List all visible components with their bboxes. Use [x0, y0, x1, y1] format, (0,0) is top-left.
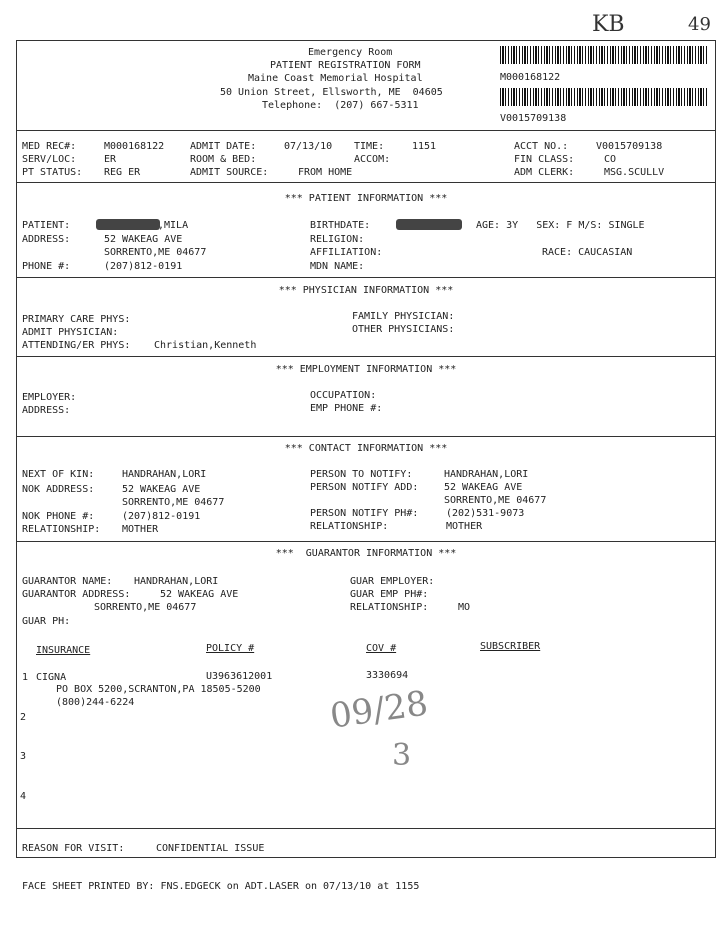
- serv-value: ER: [104, 154, 117, 165]
- occupation-label: OCCUPATION:: [310, 390, 377, 401]
- admit-date-label: ADMIT DATE:: [190, 141, 257, 152]
- insurance-row-1-name: CIGNA: [36, 672, 67, 683]
- nok-label: NEXT OF KIN:: [22, 469, 95, 480]
- nok-relationship-label: RELATIONSHIP:: [22, 524, 101, 535]
- guar-relationship-label: RELATIONSHIP:: [350, 602, 429, 613]
- handwritten-note: 09/28: [327, 683, 431, 737]
- mrn-barcode: [500, 46, 708, 64]
- patient-section-title: *** PATIENT INFORMATION ***: [284, 193, 448, 204]
- acct-label: ACCT NO.:: [514, 141, 569, 152]
- room-label: ROOM & BED:: [190, 154, 257, 165]
- physician-section-title: *** PHYSICIAN INFORMATION ***: [278, 285, 454, 296]
- religion-label: RELIGION:: [310, 234, 365, 245]
- patient-phone: (207)812-0191: [104, 261, 183, 272]
- patient-label: PATIENT:: [22, 220, 71, 231]
- guar-emp-phone-label: GUAR EMP PH#:: [350, 589, 429, 600]
- admit-source-value: FROM HOME: [298, 167, 353, 178]
- employment-section-title: *** EMPLOYMENT INFORMATION ***: [275, 364, 457, 375]
- age-sex: AGE: 3Y SEX: F M/S: SINGLE: [476, 220, 645, 231]
- patient-address-1: 52 WAKEAG AVE: [104, 234, 183, 245]
- insurance-row-1-address: PO BOX 5200,SCRANTON,PA 18505-5200: [56, 684, 261, 695]
- adm-clerk-label: ADM CLERK:: [514, 167, 575, 178]
- reason-value: CONFIDENTIAL ISSUE: [156, 843, 265, 854]
- notify-relationship-label: RELATIONSHIP:: [310, 521, 389, 532]
- serv-label: SERV/LOC:: [22, 154, 77, 165]
- emp-phone-label: EMP PHONE #:: [310, 403, 383, 414]
- race: RACE: CAUCASIAN: [542, 247, 633, 258]
- nok-phone-label: NOK PHONE #:: [22, 511, 95, 522]
- contact-section-title: *** CONTACT INFORMATION ***: [284, 443, 448, 454]
- guarantor-address-2: SORRENTO,ME 04677: [94, 602, 197, 613]
- adm-clerk-value: MSG.SCULLV: [604, 167, 665, 178]
- acct-barcode-text: V0015709138: [500, 113, 567, 124]
- subscriber-col-header: SUBSCRIBER: [480, 641, 541, 652]
- redacted-last-name: [96, 219, 160, 230]
- reason-label: REASON FOR VISIT:: [22, 843, 125, 854]
- handwritten-note-2: 3: [392, 738, 412, 773]
- insurance-row-1-phone: (800)244-6224: [56, 697, 135, 708]
- insurance-col-header: INSURANCE: [36, 645, 91, 656]
- nok-phone-value: (207)812-0191: [122, 511, 201, 522]
- handwritten-initials: KB: [592, 12, 625, 37]
- cov-col-header: COV #: [366, 643, 397, 654]
- notify-address-2: SORRENTO,ME 04677: [444, 495, 547, 506]
- acct-value: V0015709138: [596, 141, 663, 152]
- guar-employer-label: GUAR EMPLOYER:: [350, 576, 435, 587]
- notify-address-label: PERSON NOTIFY ADD:: [310, 482, 419, 493]
- guarantor-name-value: HANDRAHAN,LORI: [134, 576, 219, 587]
- notify-label: PERSON TO NOTIFY:: [310, 469, 413, 480]
- nok-address-label: NOK ADDRESS:: [22, 484, 95, 495]
- header-form-name: PATIENT REGISTRATION FORM: [270, 60, 421, 71]
- birthdate-label: BIRTHDATE:: [310, 220, 371, 231]
- pt-status-value: REG ER: [104, 167, 141, 178]
- insurance-row-1-cov: 3330694: [366, 670, 409, 681]
- fin-class-value: CO: [604, 154, 617, 165]
- policy-col-header: POLICY #: [206, 643, 255, 654]
- patient-address-label: ADDRESS:: [22, 234, 71, 245]
- insurance-row-1-number: 1: [22, 672, 29, 683]
- guarantor-section-title: *** GUARANTOR INFORMATION ***: [275, 548, 457, 559]
- med-rec-value: M000168122: [104, 141, 165, 152]
- nok-relationship-value: MOTHER: [122, 524, 159, 535]
- primary-care-label: PRIMARY CARE PHYS:: [22, 314, 131, 325]
- header-title: Emergency Room: [308, 47, 393, 58]
- attending-label: ATTENDING/ER PHYS:: [22, 340, 131, 351]
- time-value: 1151: [412, 141, 437, 152]
- med-rec-label: MED REC#:: [22, 141, 77, 152]
- insurance-row-3-number: 3: [20, 751, 27, 762]
- nok-address-2: SORRENTO,ME 04677: [122, 497, 225, 508]
- time-label: TIME:: [354, 141, 385, 152]
- notify-relationship-value: MOTHER: [446, 521, 483, 532]
- patient-name: ,MILA: [158, 220, 189, 231]
- nok-address-1: 52 WAKEAG AVE: [122, 484, 201, 495]
- notify-phone-value: (202)531-9073: [446, 508, 525, 519]
- header-address: 50 Union Street, Ellsworth, ME 04605: [220, 87, 443, 98]
- admit-source-label: ADMIT SOURCE:: [190, 167, 269, 178]
- attending-value: Christian,Kenneth: [154, 340, 257, 351]
- other-physicians-label: OTHER PHYSICIANS:: [352, 324, 455, 335]
- admit-date-value: 07/13/10: [284, 141, 333, 152]
- patient-address-2: SORRENTO,ME 04677: [104, 247, 207, 258]
- employer-label: EMPLOYER:: [22, 392, 77, 403]
- guarantor-phone-label: GUAR PH:: [22, 616, 71, 627]
- guarantor-name-label: GUARANTOR NAME:: [22, 576, 113, 587]
- notify-address-1: 52 WAKEAG AVE: [444, 482, 523, 493]
- fin-class-label: FIN CLASS:: [514, 154, 575, 165]
- footer-print-info: FACE SHEET PRINTED BY: FNS.EDGECK on ADT.LASER on 07/13/10 at 1155: [22, 881, 420, 892]
- notify-value: HANDRAHAN,LORI: [444, 469, 529, 480]
- guarantor-address-1: 52 WAKEAG AVE: [160, 589, 239, 600]
- patient-phone-label: PHONE #:: [22, 261, 71, 272]
- header-telephone: Telephone: (207) 667-5311: [262, 100, 419, 111]
- notify-phone-label: PERSON NOTIFY PH#:: [310, 508, 419, 519]
- employer-address-label: ADDRESS:: [22, 405, 71, 416]
- affiliation-label: AFFILIATION:: [310, 247, 383, 258]
- redacted-birthdate: [396, 219, 462, 230]
- nok-value: HANDRAHAN,LORI: [122, 469, 207, 480]
- insurance-row-4-number: 4: [20, 791, 27, 802]
- insurance-row-2-number: 2: [20, 712, 27, 723]
- guar-relationship-value: MO: [458, 602, 471, 613]
- acct-barcode: [500, 88, 708, 106]
- pt-status-label: PT STATUS:: [22, 167, 83, 178]
- header-hospital: Maine Coast Memorial Hospital: [248, 73, 423, 84]
- admit-physician-label: ADMIT PHYSICIAN:: [22, 327, 119, 338]
- insurance-row-1-policy: U3963612001: [206, 671, 273, 682]
- accom-label: ACCOM:: [354, 154, 391, 165]
- mrn-barcode-text: M000168122: [500, 72, 561, 83]
- mdn-label: MDN NAME:: [310, 261, 365, 272]
- guarantor-address-label: GUARANTOR ADDRESS:: [22, 589, 131, 600]
- family-physician-label: FAMILY PHYSICIAN:: [352, 311, 455, 322]
- handwritten-page-number: 49: [688, 14, 711, 35]
